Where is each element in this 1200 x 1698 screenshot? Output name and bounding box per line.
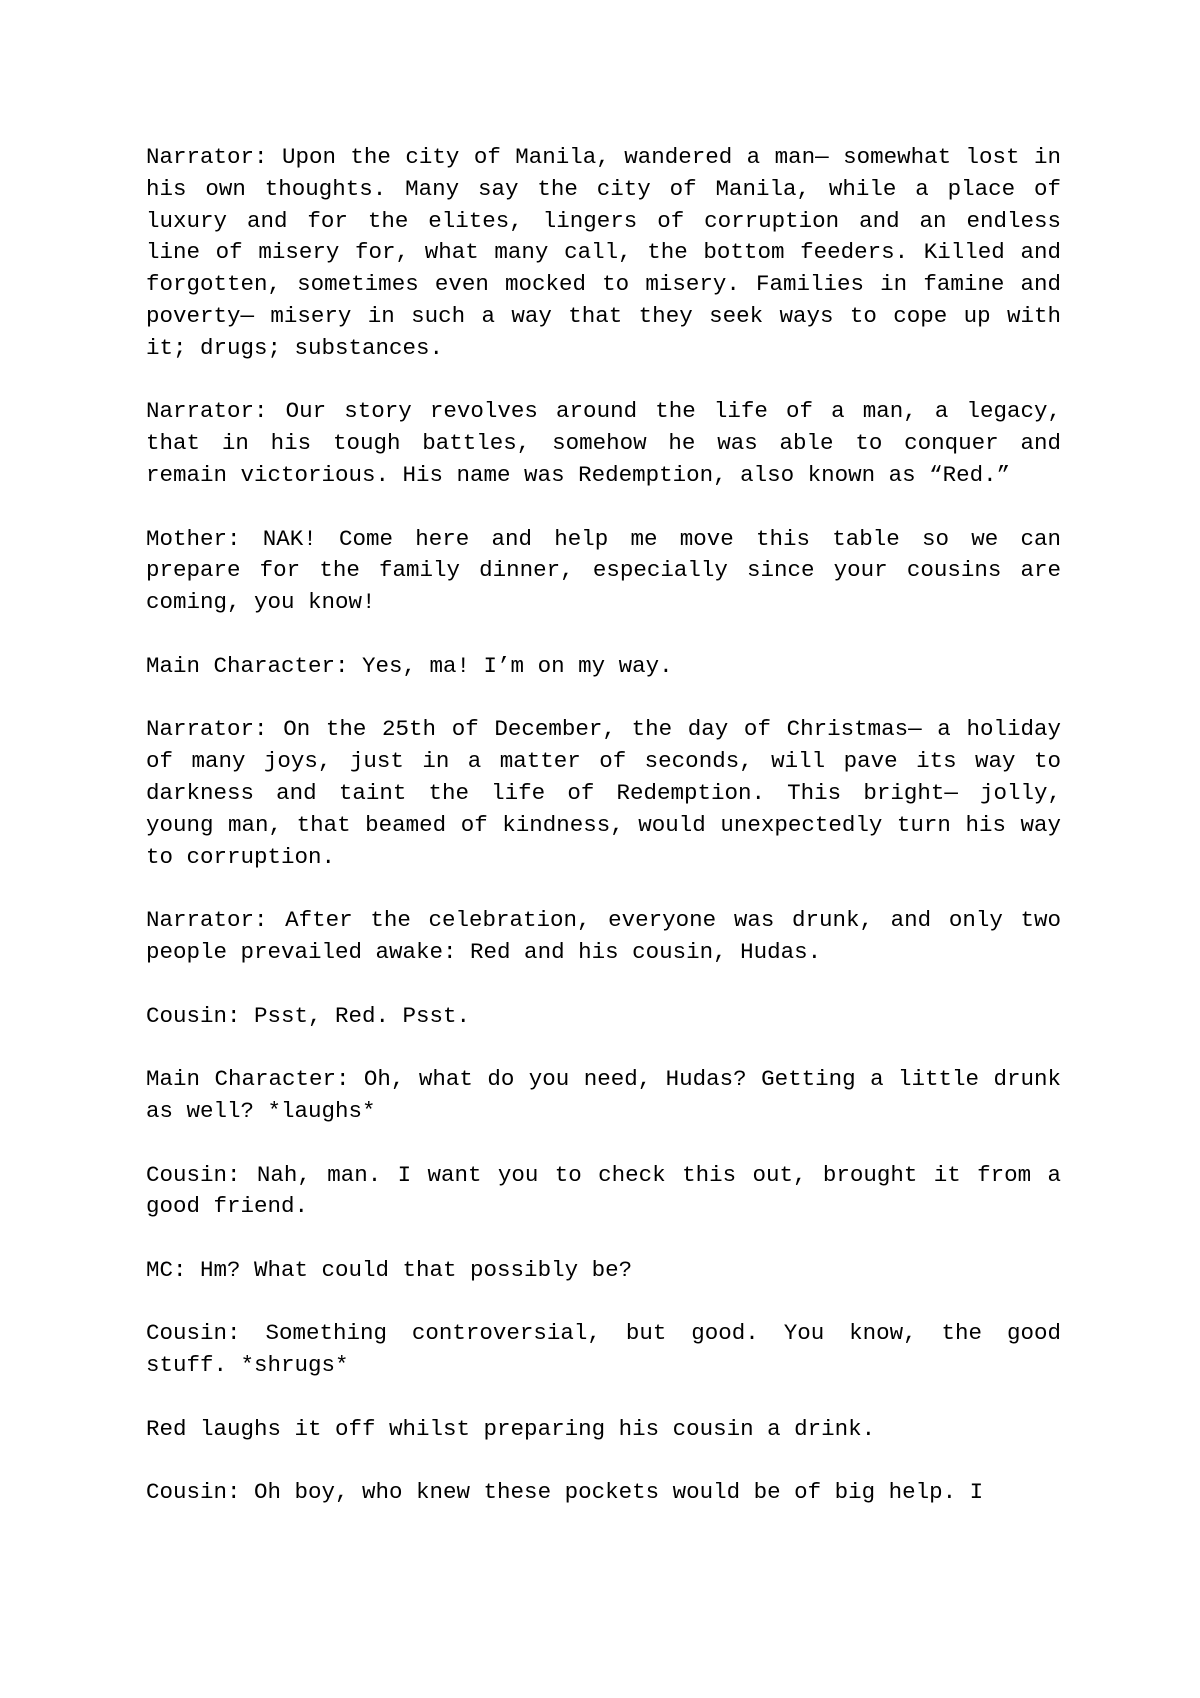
paragraph-narrator-intro: Narrator: Upon the city of Manila, wandered a man— somewhat lost in his own thoughts. Many say the city of Manila, while a place of luxury and for the elites, lingers of corruption and an endless line of misery for, what many call, the bottom feeders. Killed and forgotten, sometimes even mocked to misery. Families in famine and poverty— misery in such a way that they seek ways to cope up with it; drugs; substances. bbox=[146, 144, 1061, 361]
paragraph-main-character-reply: Main Character: Yes, ma! I’m on my way. bbox=[146, 652, 673, 679]
paragraph-narrator-celebration: Narrator: After the celebration, everyone was drunk, and only two people prevailed awake: Red and his cousin, Hudas. bbox=[146, 907, 1061, 965]
paragraph-red-laughs: Red laughs it off whilst preparing his cousin a drink. bbox=[146, 1415, 876, 1442]
paragraph-cousin-controversial: Cousin: Something controversial, but good. You know, the good stuff. *shrugs* bbox=[146, 1320, 1061, 1379]
paragraph-main-character-question: Main Character: Oh, what do you need, Hudas? Getting a little drunk as well? *laughs* bbox=[146, 1066, 1061, 1124]
paragraph-cousin-psst: Cousin: Psst, Red. Psst. bbox=[146, 1002, 471, 1029]
document-page bbox=[146, 142, 1061, 1509]
paragraph-narrator-story: Narrator: Our story revolves around the life of a man, a legacy, that in his tough battles, somehow he was able to conquer and remain victorious. His name was Redemption, also known as “Red.” bbox=[146, 398, 1061, 488]
paragraph-cousin-check: Cousin: Nah, man. I want you to check this out, brought it from a good friend. bbox=[146, 1161, 1061, 1220]
paragraph-narrator-christmas: Narrator: On the 25th of December, the day of Christmas— a holiday of many joys, just in a matter of seconds, will pave its way to darkness and taint the life of Redemption. This bright— jolly, young man, that beamed of kindness, would unexpectedly turn his way to corruption. bbox=[146, 716, 1061, 870]
paragraph-cousin-pockets: Cousin: Oh boy, who knew these pockets would be of big help. I bbox=[146, 1479, 984, 1506]
paragraph-mc-hm: MC: Hm? What could that possibly be? bbox=[146, 1256, 633, 1283]
paragraph-mother-line: Mother: NAK! Come here and help me move this table so we can prepare for the family dinner, especially since your cousins are coming, you know! bbox=[146, 525, 1061, 616]
